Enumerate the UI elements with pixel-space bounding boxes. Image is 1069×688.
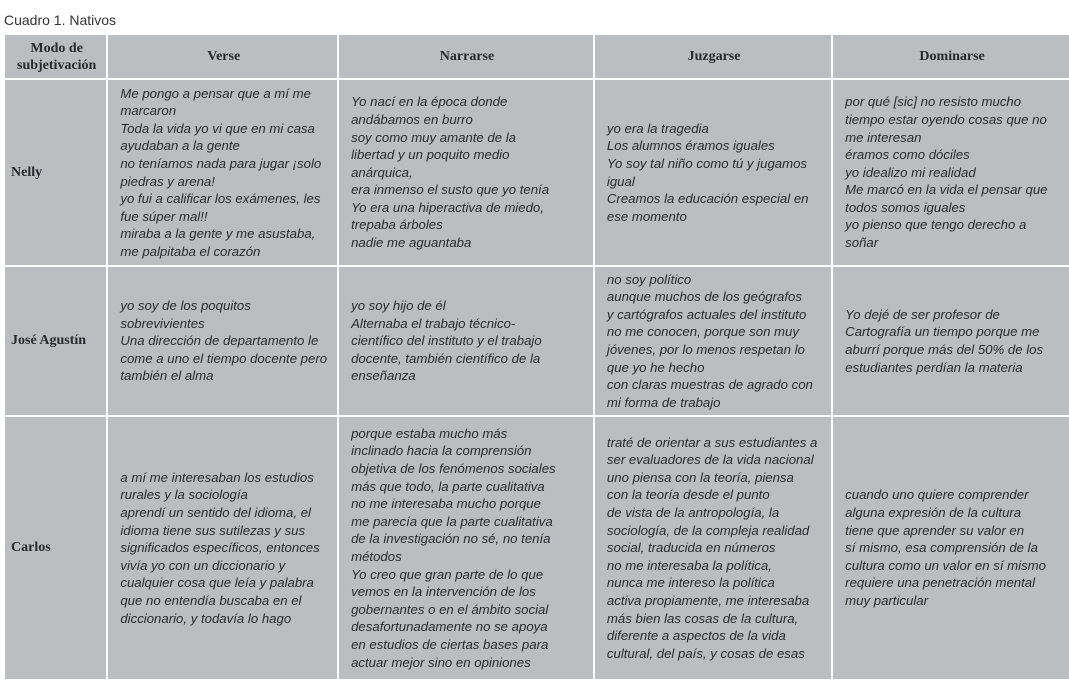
dominarse-cell	[832, 416, 1069, 679]
quote-line: en estudios de ciertas bases para	[351, 636, 549, 652]
quote-line: cuando uno quiere comprender	[845, 487, 1029, 503]
quote-line: yo fui a calificar los exámenes, les	[120, 191, 321, 207]
verse-cell	[107, 416, 338, 679]
quote-line: trepaba árboles	[351, 217, 443, 233]
quote-line: Cartografía un tiempo porque me	[845, 324, 1040, 340]
quote-line: sociología, de la compleja realidad	[606, 522, 810, 538]
quote-line: no soy político	[606, 271, 692, 287]
quote-line: gobernantes o en el ámbito social	[351, 601, 549, 617]
quote-line: anárquica,	[351, 164, 413, 180]
quote-line: yo soy de los poquitos	[120, 298, 251, 314]
quote-line: Los alumnos éramos iguales	[606, 138, 775, 154]
dominarse-cell	[832, 79, 1069, 266]
quote-line: también el alma	[120, 368, 214, 384]
quote-line: Toda la vida yo vi que en mi casa	[120, 120, 315, 136]
quote-line: más que todo, la parte cualitativa	[351, 478, 545, 494]
quote-line: no me conocen, porque son muy	[606, 324, 799, 340]
quote-line: cultural, del país, y cosas de esas	[606, 645, 805, 661]
quote-line: de vista de la antropología, la	[606, 505, 780, 521]
quote-line: ayudaban a la gente	[120, 138, 240, 154]
narrarse-cell	[338, 266, 594, 416]
quote-line: aburrí porque más del 50% de los	[845, 342, 1044, 357]
quote-line: Alternaba el trabajo técnico-	[351, 315, 516, 331]
dominarse-cell	[832, 266, 1069, 416]
quote-line: yo idealizo mi realidad	[845, 164, 976, 180]
quote-line: libertad y un poquito medio	[351, 147, 510, 163]
quote-line: no teníamos nada para jugar ¡solo	[120, 155, 322, 171]
quote-line: sí mismo, esa comprensión de la	[845, 540, 1038, 556]
quote-line: enseñanza	[351, 368, 416, 384]
header-verse: Verse	[107, 35, 338, 79]
quote-line: Yo nací en la época donde	[351, 94, 508, 110]
quote-line: uno piensa con la teoría, piensa	[606, 469, 794, 485]
quote-line: vemos en la intervención de los	[351, 584, 536, 600]
quote-line: muy particular	[845, 592, 928, 608]
header-row	[5, 35, 1069, 79]
quote-line: Yo creo que gran parte de lo que	[351, 566, 544, 582]
quote-line: yo era la tragedia	[606, 120, 709, 136]
quote-line: alguna expresión de la cultura	[845, 505, 1022, 521]
juzgarse-cell	[594, 416, 832, 679]
quote-line: todos somos iguales	[845, 199, 966, 215]
quote-line: tiempo estar oyendo cosas que no	[845, 111, 1047, 127]
quote-line: significados específicos, entonces	[120, 540, 320, 556]
header-juzgarse: Juzgarse	[594, 35, 832, 79]
quote-line: aunque muchos de los geógrafos	[606, 289, 802, 305]
quote-line: nadie me aguantaba	[351, 235, 472, 251]
juzgarse-cell	[594, 79, 832, 266]
nativos-table	[5, 35, 1069, 679]
quote-line: a mí me interesaban los estudios	[120, 469, 314, 485]
header-line: Modo de	[30, 40, 83, 56]
quote-line: docente, también científico de la	[351, 350, 541, 366]
quote-line: por qué [sic] no resisto mucho	[845, 94, 1022, 110]
quote-line: Creamos la educación especial en	[606, 191, 809, 207]
quote-line: no me interesaba la política,	[606, 557, 772, 573]
quote-line: yo soy hijo de él	[351, 298, 446, 314]
quote-line: que yo he hecho	[606, 359, 705, 375]
quote-line: mi forma de trabajo	[606, 394, 721, 410]
quote-line: cualquier cosa que leía y palabra	[120, 575, 314, 591]
quote-line: me interesan	[845, 129, 922, 145]
header-dominarse: Dominarse	[832, 35, 1069, 79]
header-modo-de-subjetivacion	[5, 35, 107, 79]
row-name: Nelly	[5, 79, 107, 266]
quote-line: marcaron	[120, 103, 177, 119]
quote-line: sobrevivientes	[120, 315, 205, 331]
quote-line: ser evaluadores de la vida nacional	[606, 452, 814, 468]
quote-line: yo pienso que tengo derecho a	[845, 217, 1027, 233]
quote-line: idioma tiene sus sutilezas y sus	[120, 522, 306, 538]
quote-line: soñar	[845, 235, 879, 251]
quote-line: cultura como un valor en sí mismo	[845, 557, 1046, 573]
row-name: Carlos	[5, 416, 107, 679]
quote-line: métodos	[351, 549, 402, 564]
quote-line: aprendí un sentido del idioma, el	[120, 505, 311, 521]
quote-line: diferente a aspectos de la vida	[606, 628, 786, 644]
quote-line: Me pongo a pensar que a mí me	[120, 85, 311, 101]
quote-line: Yo dejé de ser profesor de	[845, 306, 1000, 322]
quote-line: andábamos en burro	[351, 111, 473, 127]
quote-line: piedras y arena!	[120, 173, 215, 189]
table-row-nelly	[5, 79, 1069, 266]
verse-cell	[107, 266, 338, 416]
quote-line: activa propiamente, me interesaba	[606, 592, 810, 608]
quote-line: fue súper mal!!	[120, 208, 208, 224]
quote-line: actuar mejor sino en opiniones	[351, 654, 531, 670]
quote-line: no me interesaba mucho porque	[351, 496, 541, 512]
verse-cell	[107, 79, 338, 266]
narrarse-cell	[338, 416, 594, 679]
quote-line: objetiva de los fenómenos sociales	[351, 461, 556, 477]
header-line: subjetivación	[17, 57, 97, 73]
quote-line: vivía yo con un diccionario y	[120, 557, 286, 573]
quote-line: porque estaba mucho más	[351, 425, 508, 441]
quote-line: Yo era una hiperactiva de miedo,	[351, 199, 544, 215]
juzgarse-cell	[594, 266, 832, 416]
quote-line: ese momento	[606, 208, 687, 224]
quote-line: rurales y la sociología	[120, 487, 248, 503]
quote-line: come a uno el tiempo docente pero	[120, 350, 328, 366]
quote-line: que no entendía buscaba en el	[120, 592, 302, 608]
quote-line: Una dirección de departamento le	[120, 333, 319, 349]
table-row-jose-agustin	[5, 266, 1069, 416]
quote-line: de la investigación no sé, no tenía	[351, 531, 551, 547]
quote-line: Yo soy tal niño como tú y jugamos	[606, 155, 808, 171]
quote-line: requiere una penetración mental	[845, 575, 1036, 591]
table-row-carlos	[5, 416, 1069, 679]
quote-line: me parecía que la parte cualitativa	[351, 513, 553, 529]
quote-line: era inmenso el susto que yo tenía	[351, 182, 550, 198]
row-name: José Agustín	[5, 266, 107, 416]
quote-line: diccionario, y todavía lo hago	[120, 610, 292, 626]
header-narrarse: Narrarse	[338, 35, 594, 79]
quote-line: soy como muy amante de la	[351, 129, 517, 145]
quote-line: traté de orientar a sus estudiantes a	[606, 434, 818, 450]
quote-line: más bien las cosas de la cultura,	[606, 610, 799, 626]
quote-line: miraba a la gente y me asustaba,	[120, 226, 316, 242]
quote-line: social, traducida en números	[606, 540, 776, 556]
quote-line: y cartógrafos actuales del instituto	[606, 306, 807, 322]
quote-line: Me marcó en la vida el pensar que	[845, 182, 1048, 198]
quote-line: con claras muestras de agrado con	[606, 377, 813, 393]
quote-line: con la teoría desde el punto	[606, 487, 770, 503]
quote-line: jóvenes, por lo menos respetan lo	[606, 342, 805, 357]
quote-line: igual	[606, 173, 635, 189]
narrarse-cell	[338, 79, 594, 266]
table-caption: Cuadro 1. Nativos	[4, 12, 117, 28]
quote-line: desafortunadamente no se apoya	[351, 619, 548, 635]
quote-line: tiene que aprender su valor en	[845, 522, 1025, 538]
quote-line: científico del instituto y el trabajo	[351, 333, 542, 349]
quote-line: nunca me intereso la política	[606, 575, 775, 591]
quote-line: me palpitaba el corazón	[120, 243, 261, 259]
quote-line: inclinado hacia la comprensión	[351, 443, 532, 459]
quote-line: éramos como dóciles	[845, 147, 970, 163]
quote-line: estudiantes perdían la materia	[845, 359, 1023, 375]
